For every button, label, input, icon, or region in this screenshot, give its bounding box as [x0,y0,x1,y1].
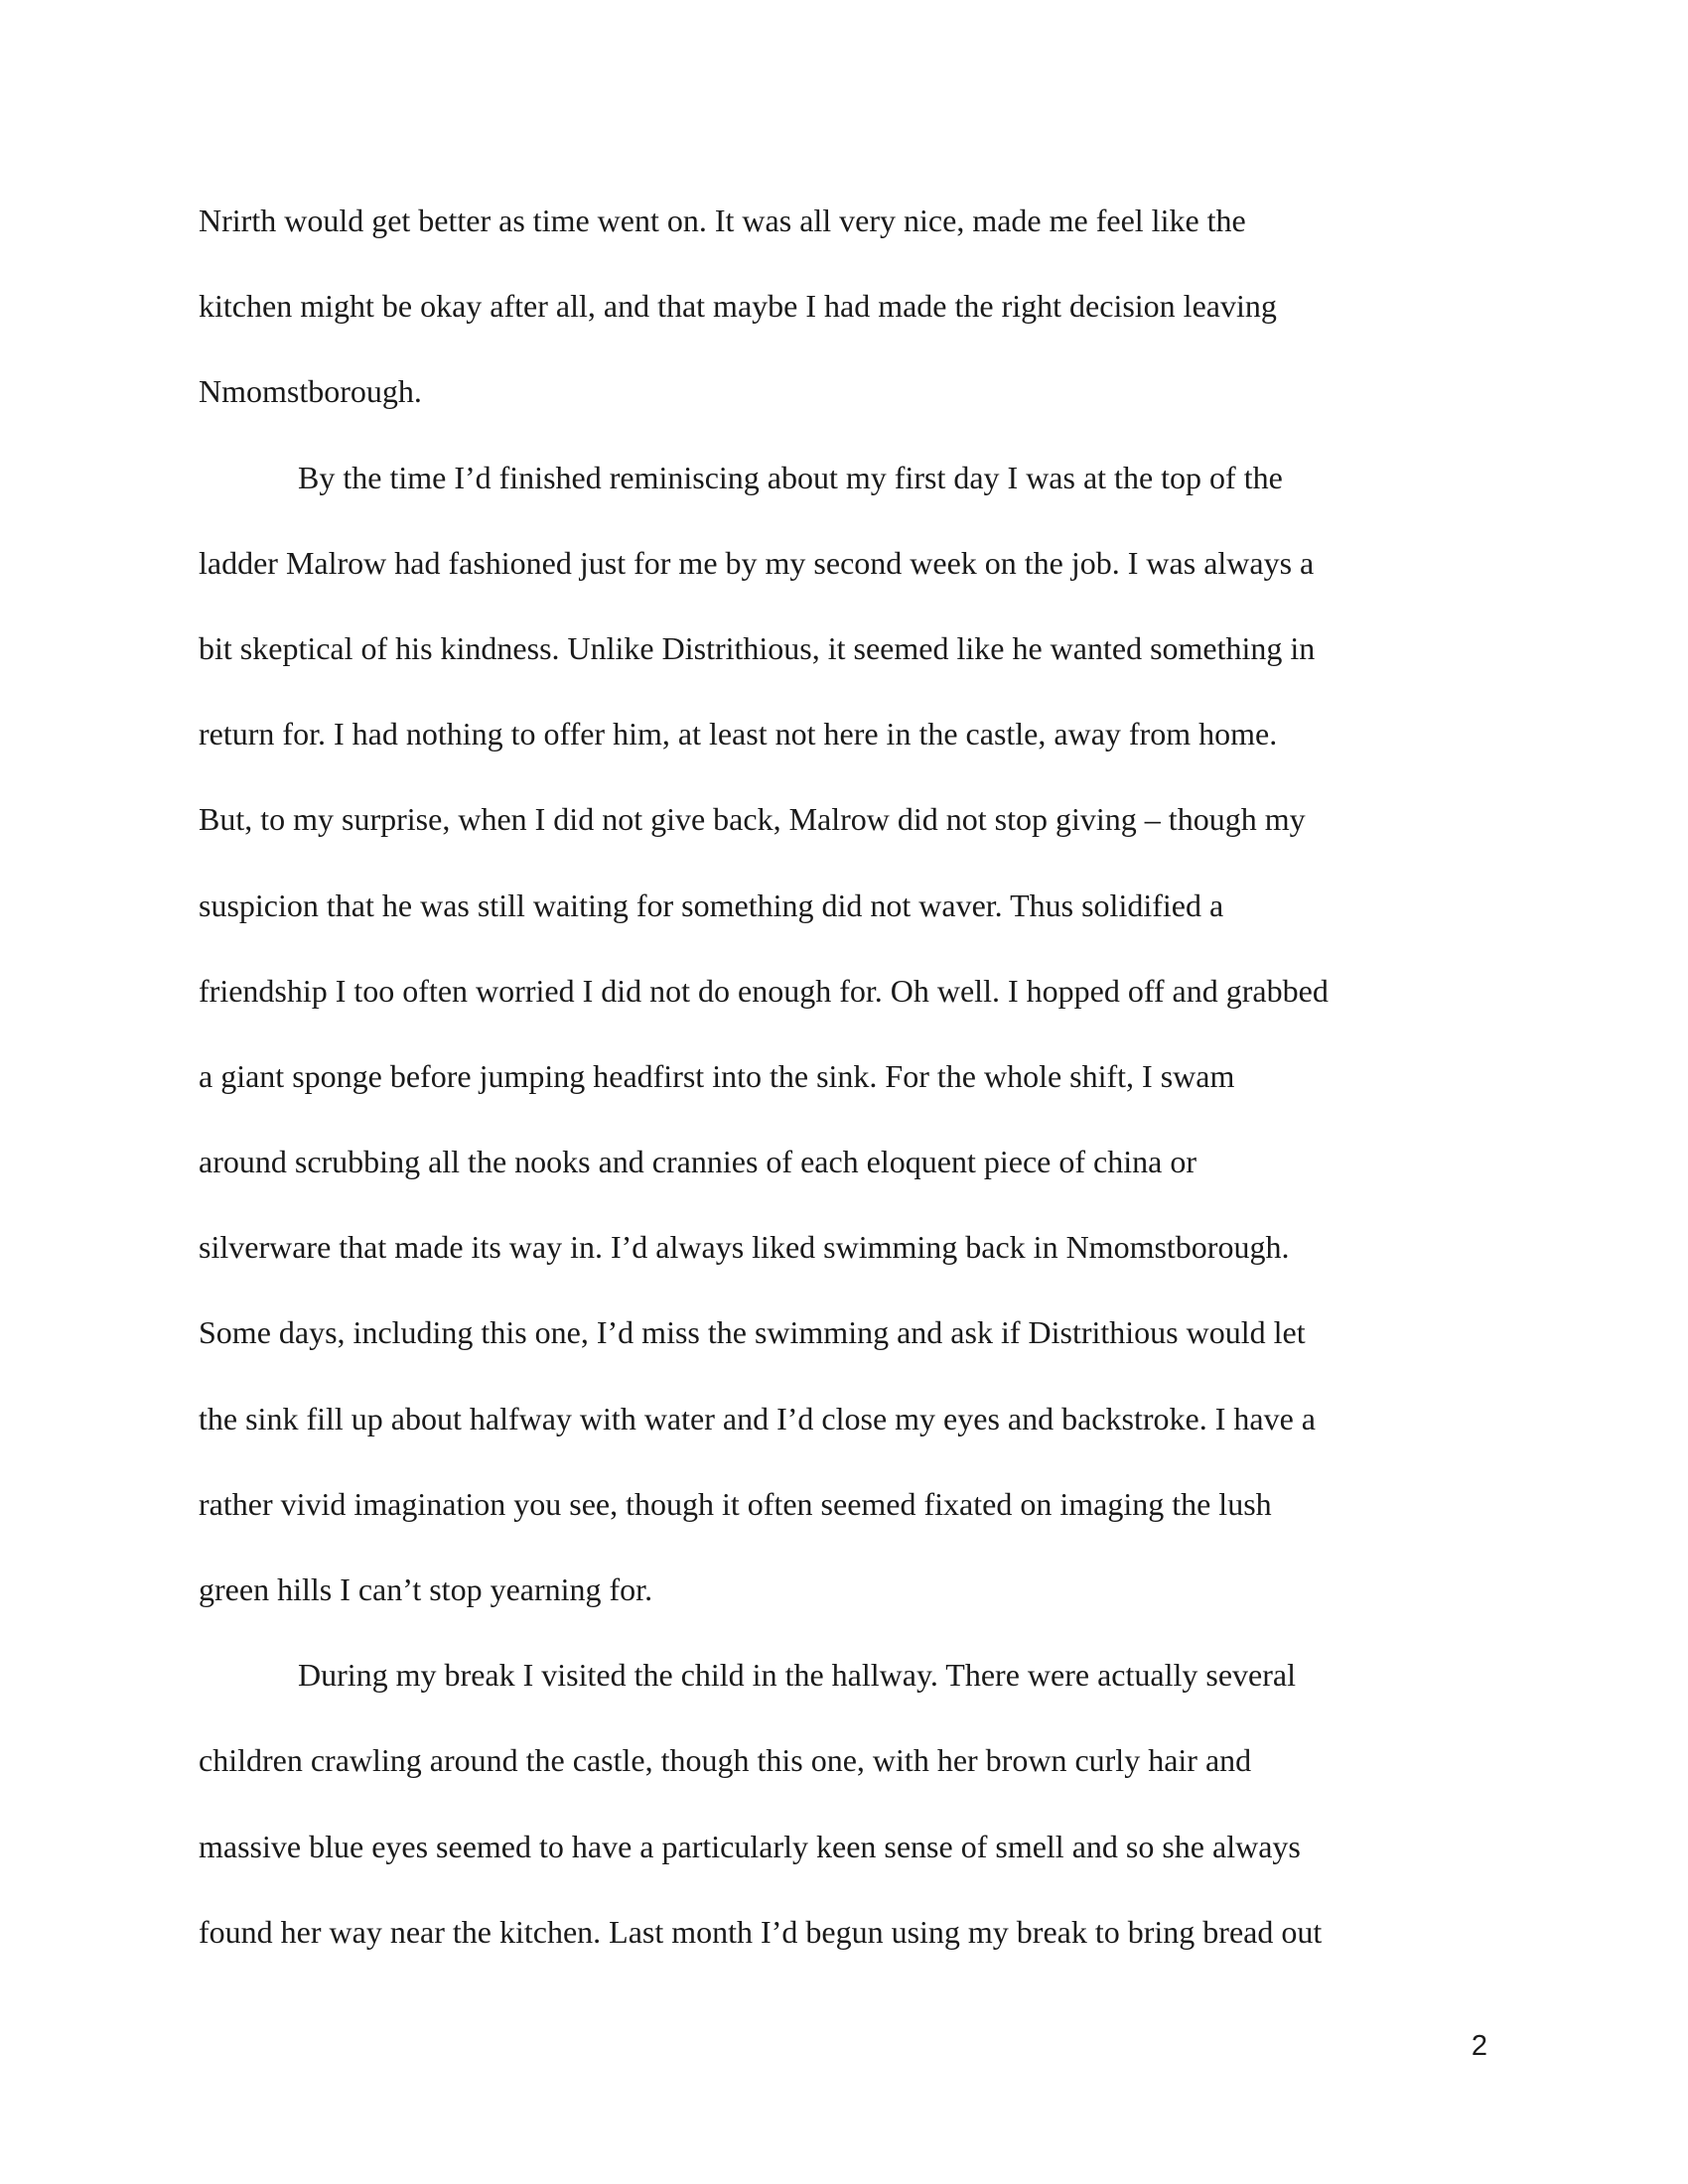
page-number: 2 [1471,2030,1487,2062]
text-line: around scrubbing all the nooks and crannies of each eloquent piece of china or [199,1144,1196,1180]
text-line: friendship I too often worried I did not do enough for. Oh well. I hopped off and grabbed [199,972,1329,1009]
text-line: bit skeptical of his kindness. Unlike Distrithious, it seemed like he wanted something in [199,629,1316,666]
paragraph-start-line: During my break I visited the child in the hallway. There were actually several [298,1657,1296,1694]
body-text [199,197,1489,1993]
text-line: silverware that made its way in. I’d always liked swimming back in Nmomstborough. [199,1229,1290,1266]
text-line: Some days, including this one, I’d miss the swimming and ask if Distrithious would let [199,1314,1306,1351]
text-line: the sink fill up about halfway with water and I’d close my eyes and backstroke. I have a [199,1400,1316,1436]
text-line: children crawling around the castle, though this one, with her brown curly hair and [199,1742,1252,1779]
text-line: suspicion that he was still waiting for something did not waver. Thus solidified a [199,887,1224,923]
text-line: ladder Malrow had fashioned just for me by my second week on the job. I was always a [199,544,1315,581]
text-line: return for. I had nothing to offer him, at least not here in the castle, away from home. [199,716,1278,752]
text-line: a giant sponge before jumping headfirst into the sink. For the whole shift, I swam [199,1057,1235,1094]
text-line: But, to my surprise, when I did not give back, Malrow did not stop giving – though my [199,801,1306,838]
text-line: Nmomstborough. [199,373,422,410]
text-line: massive blue eyes seemed to have a particularly keen sense of smell and so she always [199,1828,1301,1864]
text-line: kitchen might be okay after all, and that maybe I had made the right decision leaving [199,288,1277,325]
text-line: green hills I can’t stop yearning for. [199,1571,653,1607]
text-line: Nrirth would get better as time went on. It was all very nice, made me feel like the [199,203,1246,238]
text-line: rather vivid imagination you see, though it often seemed fixated on imaging the lush [199,1485,1272,1522]
paragraph-start-line: By the time I’d finished reminiscing about my first day I was at the top of the [298,459,1283,495]
text-line: found her way near the kitchen. Last month I’d begun using my break to bring bread out [199,1913,1323,1950]
